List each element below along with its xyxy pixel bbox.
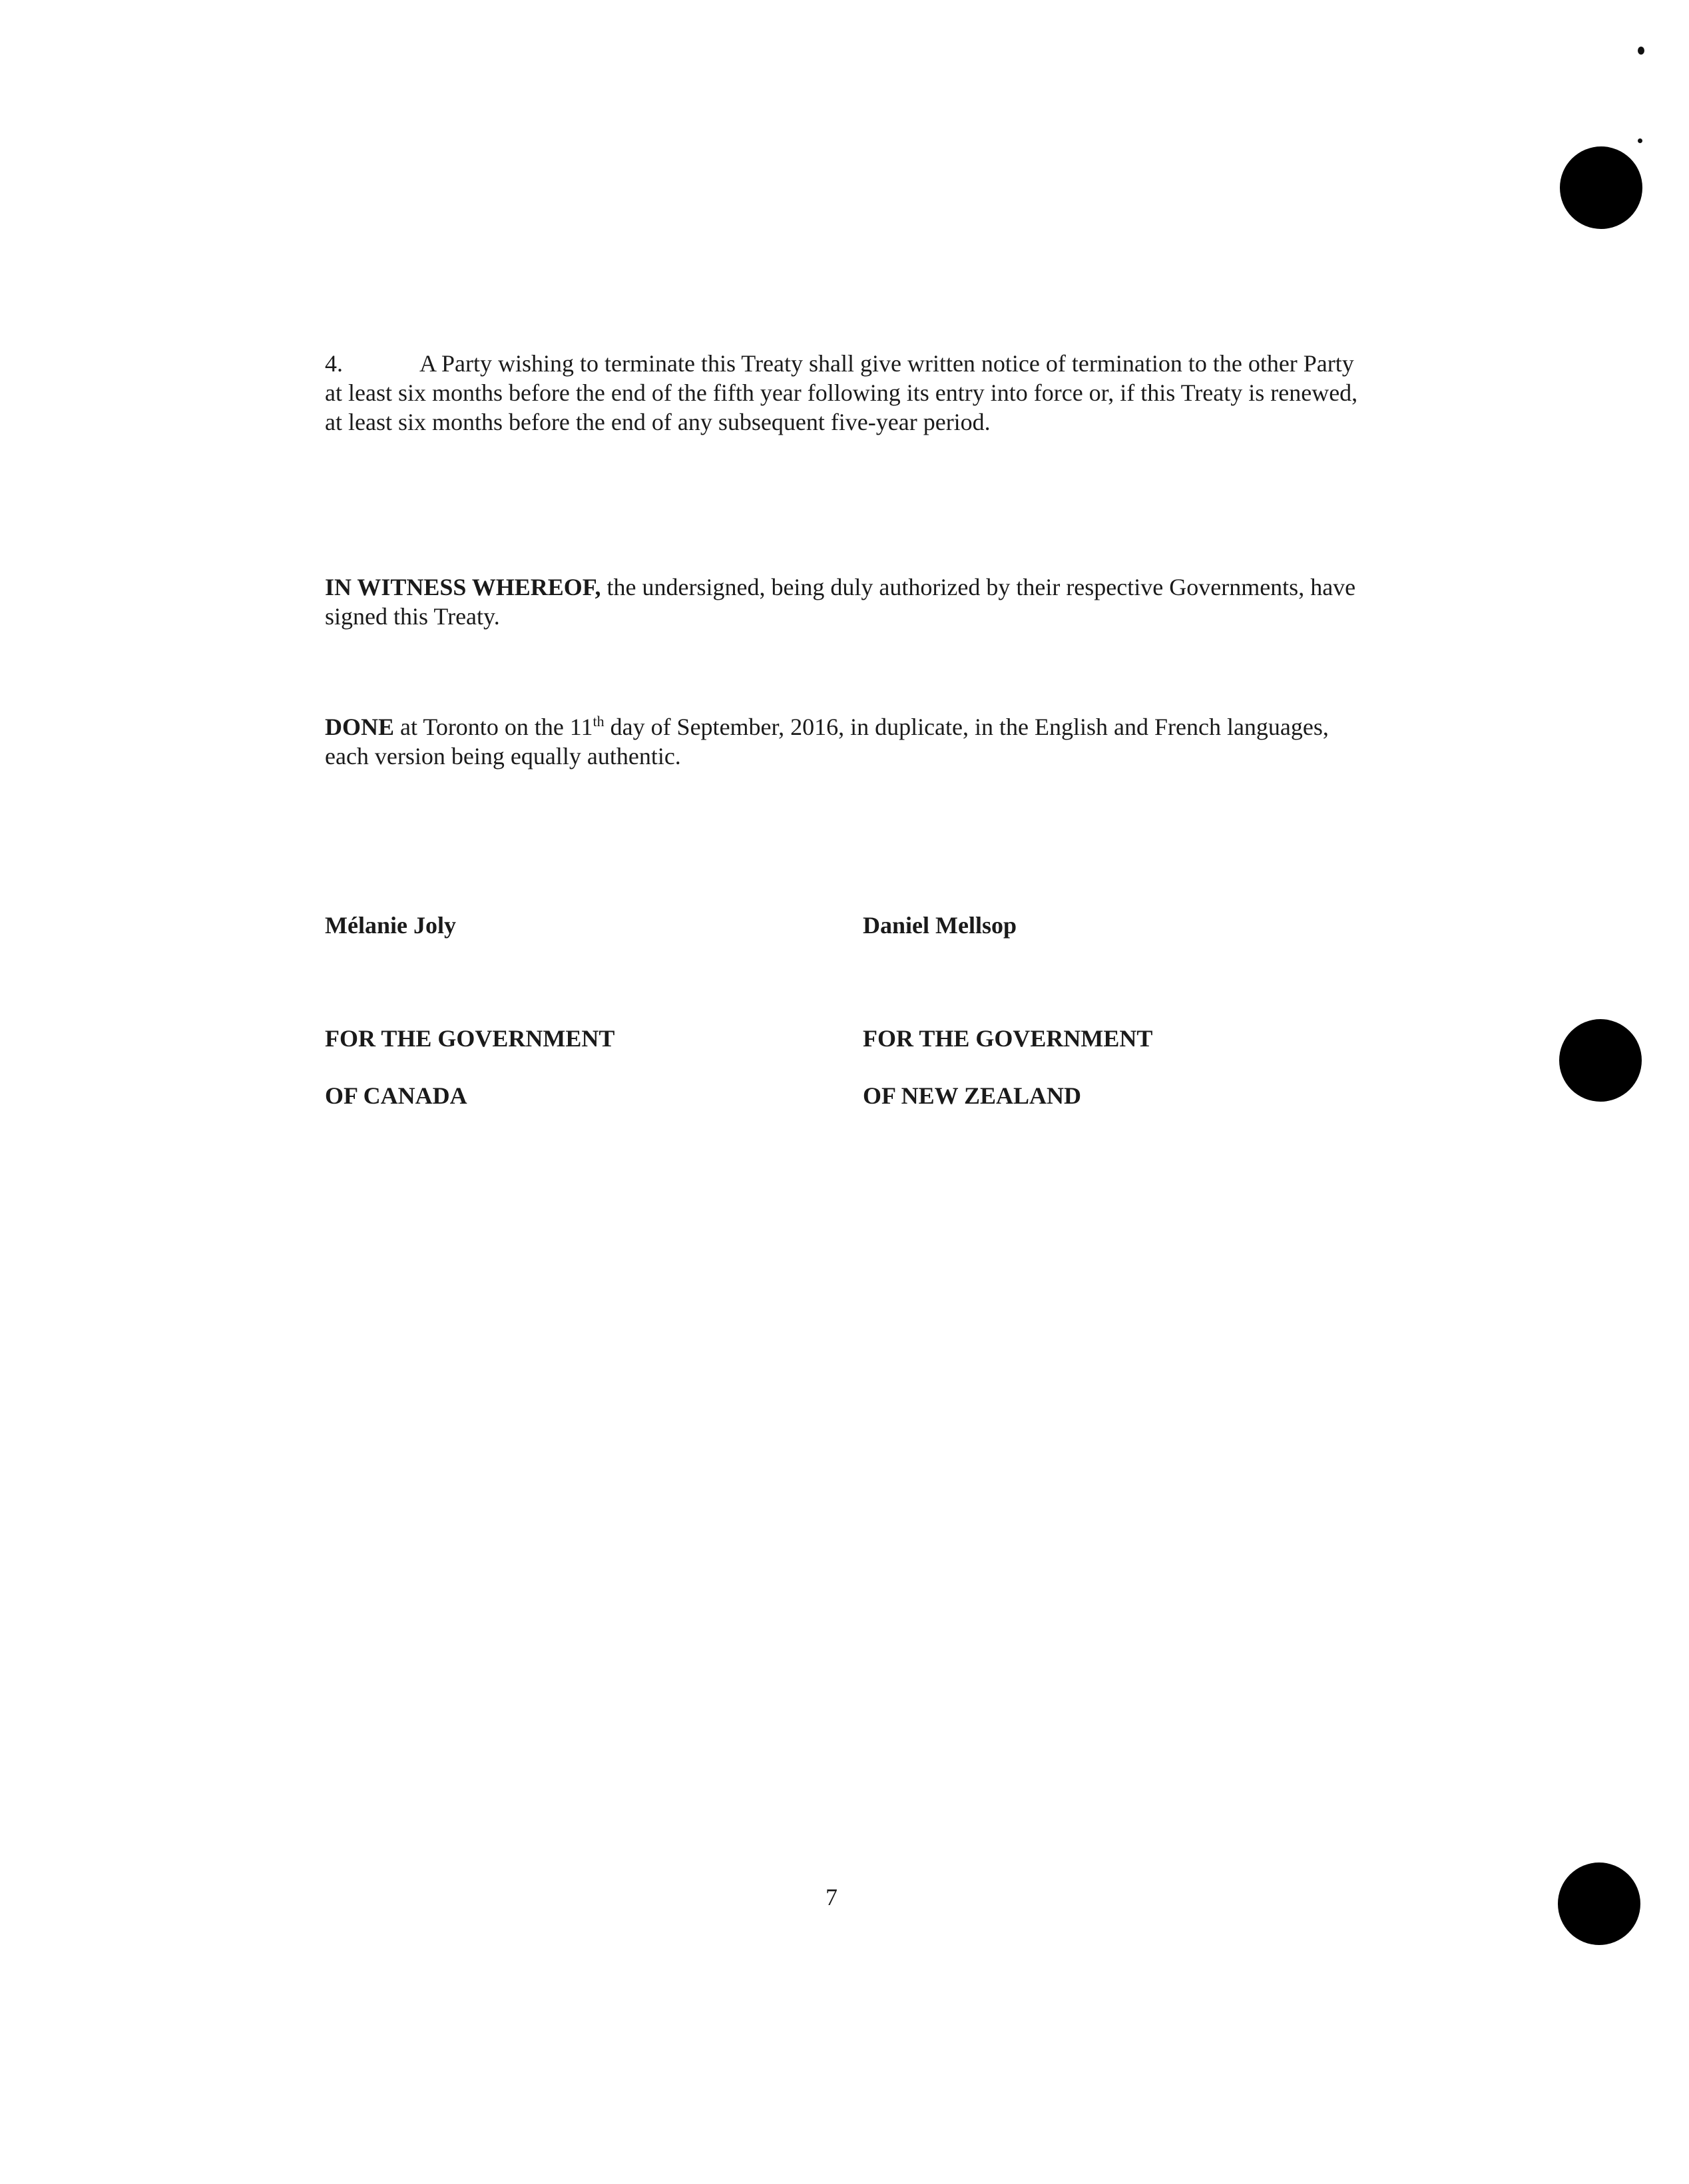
done-superscript: th [593,713,604,730]
government-line-new-zealand: FOR THE GOVERNMENT [863,1025,1153,1052]
done-lead: DONE [325,714,395,740]
done-text-before: at Toronto on the 11 [394,714,593,740]
government-line-canada: FOR THE GOVERNMENT [325,1025,615,1052]
witness-clause [325,572,1363,631]
signatory-name-new-zealand: Daniel Mellsop [863,912,1017,939]
scan-speck [1638,47,1644,55]
done-clause [325,712,1363,771]
witness-lead: IN WITNESS WHEREOF, [325,574,601,600]
paragraph-number: 4. [325,350,343,377]
paragraph-4 [325,349,1363,437]
country-line-canada: OF CANADA [325,1082,467,1109]
signatory-name-canada: Mélanie Joly [325,912,456,939]
page-number: 7 [826,1884,838,1910]
punch-hole-middle [1559,1019,1642,1102]
paragraph-4-text: A Party wishing to terminate this Treaty shall give written notice of termination to the other Party at least six months before the end of the fifth year following its entry into force or, if this Treaty is renewed, at least six months before the end of any subsequent five-year period. [325,350,1358,435]
punch-hole-top [1560,146,1642,229]
done-text-after: day of September, 2016, in duplicate, in the English and French languages, each version being equally authentic. [325,714,1329,769]
scan-speck [1638,138,1642,143]
punch-hole-bottom [1558,1862,1640,1945]
country-line-new-zealand: OF NEW ZEALAND [863,1082,1082,1109]
witness-text: the undersigned, being duly authorized by their respective Governments, have signed this Treaty. [325,574,1356,630]
